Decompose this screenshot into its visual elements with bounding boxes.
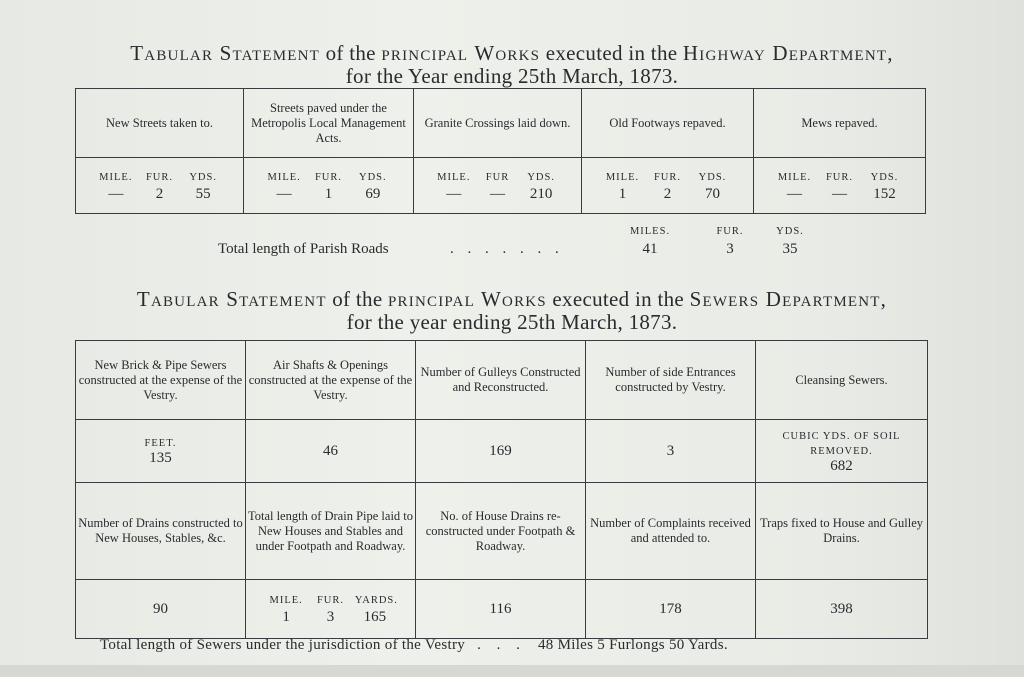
parish-roads-label: Total length of Parish Roads — [218, 241, 389, 257]
unit-label: MILE. — [437, 171, 471, 183]
title-fragment: Sewers Department, — [689, 287, 888, 311]
leader-dots: . . . . . . . — [450, 241, 564, 257]
unit-label: YDS. — [189, 171, 217, 183]
cell-value: 69 — [365, 185, 381, 202]
unit-label: MILE. — [777, 171, 812, 183]
cell-value: — — [832, 185, 847, 202]
unit-label: YDS. — [527, 171, 555, 183]
header-cell: Old Footways repaved. — [582, 89, 754, 158]
title-fragment: of the — [326, 287, 389, 311]
parish-roads-furlongs: 3 — [726, 241, 734, 257]
unit-label: CUBIC YDS. OF SOIL REMOVED. — [782, 430, 901, 457]
sewers-subtitle: for the year ending 25th March, 1873. — [346, 310, 678, 334]
highway-title — [0, 41, 1024, 65]
header-cell: New Streets taken to. — [76, 89, 244, 158]
sewers-header-row-2 — [76, 483, 928, 580]
header-cell: New Brick & Pipe Sewers constructed at the expense of the Vestry. — [76, 341, 246, 420]
unit-label: FUR. — [825, 171, 854, 183]
title-fragment: Tabular Statement — [130, 41, 321, 65]
unit-label: FUR. — [653, 171, 682, 183]
sewers-value-row-2 — [76, 580, 928, 639]
parish-roads-miles: 41 — [642, 241, 658, 257]
header-cell: Granite Crossings laid down. — [414, 89, 582, 158]
cell-value: 169 — [416, 420, 586, 483]
title-fragment: executed in the — [540, 41, 683, 65]
header-cell: Traps fixed to House and Gulley Drains. — [756, 483, 928, 580]
cell-value: 165 — [363, 609, 387, 625]
cell-value: 682 — [830, 457, 853, 474]
sewers-table — [75, 340, 928, 639]
cell-value: 1 — [618, 185, 627, 202]
title-fragment: executed in the — [546, 287, 690, 311]
unit-label: MILE. — [99, 171, 133, 183]
highway-table — [75, 88, 926, 214]
sewers-header-row — [76, 341, 928, 420]
leader-dots: . . . — [477, 637, 526, 653]
header-cell: Number of Complaints received and attended to. — [586, 483, 756, 580]
cell-value: 116 — [416, 580, 586, 639]
unit-label: YDS. — [358, 171, 387, 183]
unit-label: YARDS. — [354, 595, 398, 606]
parish-roads-total — [75, 226, 925, 262]
unit-label: MILE. — [267, 171, 301, 183]
header-cell: Streets paved under the Metropolis Local Management Acts. — [244, 89, 414, 158]
header-cell: Total length of Drain Pipe laid to New Houses and Stables and under Footpath and Roadway. — [246, 483, 416, 580]
parish-roads-yards: 35 — [782, 241, 798, 257]
value-cell — [76, 420, 246, 483]
cell-value: 3 — [326, 609, 335, 625]
unit-label: YDS. — [698, 171, 727, 183]
unit-label: FUR — [485, 171, 510, 183]
value-cell — [756, 420, 928, 483]
highway-subtitle: for the Year ending 25th March, 1873. — [345, 64, 679, 88]
cell-value: 70 — [705, 185, 720, 202]
value-cell — [754, 158, 926, 214]
highway-value-row — [76, 158, 926, 214]
value-cell — [246, 580, 416, 639]
header-cell: Air Shafts & Openings constructed at the expense of the Vestry. — [246, 341, 416, 420]
title-fragment: Tabular Statement — [136, 287, 327, 311]
header-cell: No. of House Drains re-constructed under Footpath & Roadway. — [416, 483, 586, 580]
sewers-title — [0, 287, 1024, 311]
cell-value: — — [108, 185, 124, 202]
sewers-total-line — [100, 637, 920, 654]
unit-label: FUR. — [314, 171, 343, 183]
unit-label: MILE. — [605, 171, 640, 183]
unit-label: FEET. — [144, 438, 177, 449]
cell-value: 55 — [195, 185, 211, 202]
header-cell: Number of Gulleys Constructed and Reconstructed. — [416, 341, 586, 420]
value-cell — [582, 158, 754, 214]
cell-value: 46 — [246, 420, 416, 483]
cell-value: 152 — [873, 185, 896, 202]
unit-label: YDS. — [870, 171, 899, 183]
unit-label: FUR. — [145, 171, 174, 183]
value-cell — [244, 158, 414, 214]
cell-value: 90 — [76, 580, 246, 639]
sewers-total-value: 48 Miles 5 Furlongs 50 Yards. — [537, 637, 728, 653]
sewers-value-row — [76, 420, 928, 483]
cell-value: 3 — [586, 420, 756, 483]
cell-value: 1 — [282, 609, 290, 625]
cell-value: — — [446, 185, 462, 202]
header-cell: Number of Drains constructed to New Houses, Stables, &c. — [76, 483, 246, 580]
unit-label: FUR. — [316, 595, 345, 606]
unit-label: YDS. — [776, 226, 804, 237]
value-cell — [76, 158, 244, 214]
title-fragment: of the — [320, 41, 382, 65]
cell-value: — — [276, 185, 292, 202]
cell-value: 1 — [324, 185, 333, 202]
cell-value: — — [787, 185, 802, 202]
unit-label: FUR. — [716, 226, 744, 237]
unit-label: MILE. — [269, 595, 303, 606]
sewers-total-label: Total length of Sewers under the jurisdiction of the Vestry — [100, 637, 466, 653]
highway-header-row — [76, 89, 926, 158]
header-cell: Mews repaved. — [754, 89, 926, 158]
cell-value: 2 — [663, 185, 672, 202]
title-fragment: Highway Department, — [682, 41, 894, 65]
header-cell: Number of side Entrances constructed by Vestry. — [586, 341, 756, 420]
cell-value: 210 — [529, 185, 553, 202]
title-fragment: principal Works — [381, 41, 541, 65]
header-cell: Cleansing Sewers. — [756, 341, 928, 420]
cell-value: — — [489, 185, 505, 202]
unit-label: MILES. — [629, 226, 671, 237]
page-edge — [0, 665, 1024, 677]
cell-value: 178 — [586, 580, 756, 639]
cell-value: 2 — [155, 185, 164, 202]
cell-value: 135 — [149, 450, 172, 466]
value-cell — [414, 158, 582, 214]
title-fragment: principal Works — [388, 287, 547, 311]
cell-value: 398 — [756, 580, 928, 639]
